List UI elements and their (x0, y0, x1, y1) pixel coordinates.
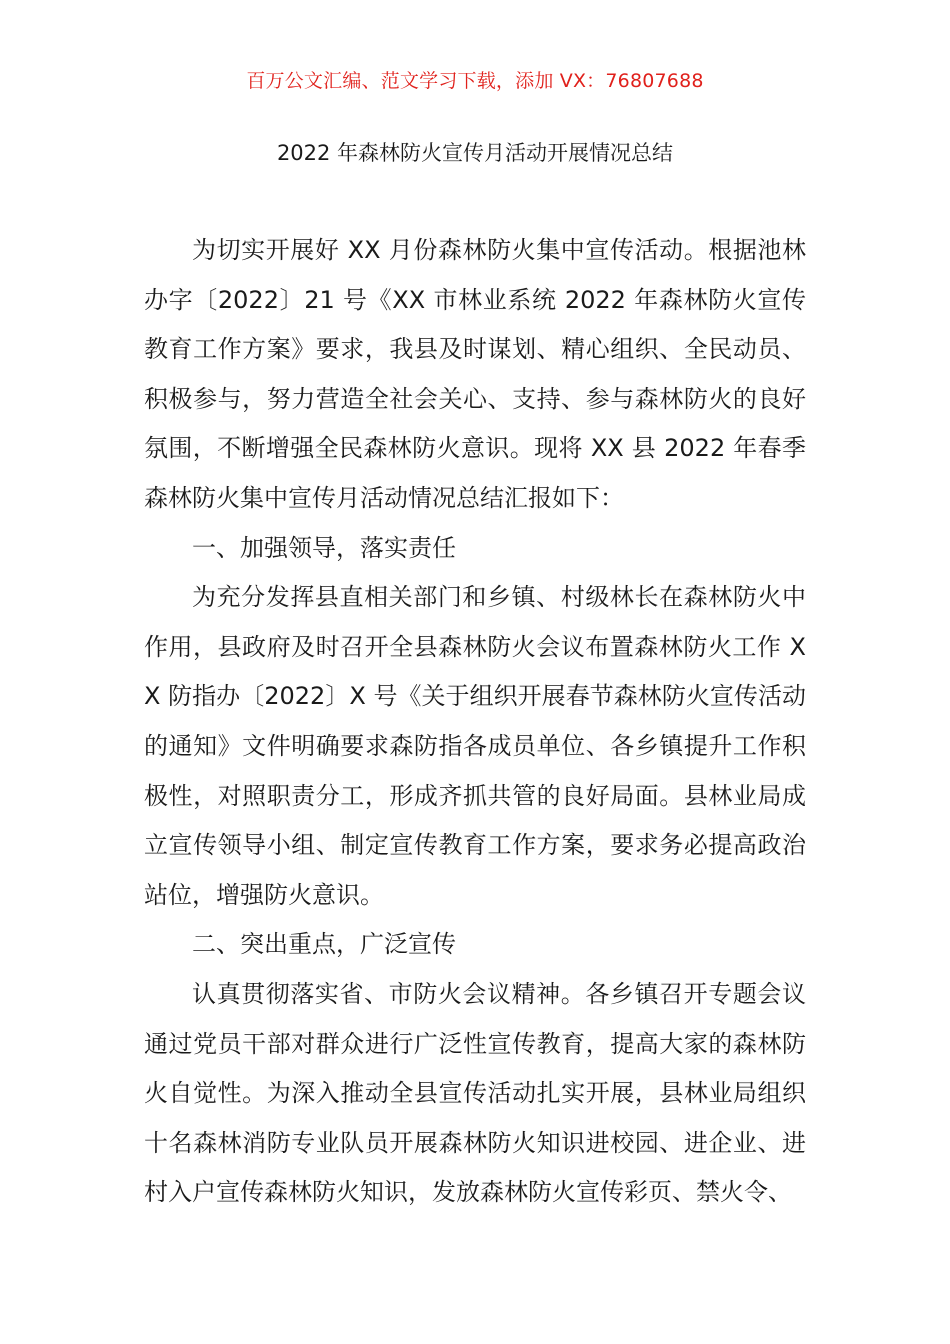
section-paragraph-2: 认真贯彻落实省、市防火会议精神。各乡镇召开专题会议通过党员干部对群众进行广泛性宣传教育，提高大家的森林防火自觉性。为深入推动全县宣传活动扎实开展，县林业局组织十名森林消防专业队员开展森林防火知识进校园、进企业、进村入户宣传森林防火知识，发放森林防火宣传彩页、禁火令、 (144, 979, 806, 1207)
document-body (144, 226, 806, 1218)
header-banner: 百万公文汇编、范文学习下载，添加 VX：76807688 (246, 70, 704, 92)
section-paragraph-1: 为充分发挥县直相关部门和乡镇、村级林长在森林防火中作用，县政府及时召开全县森林防火会议布置森林防火工作 XX 防指办〔2022〕X 号《关于组织开展春节森林防火宣传活动的通知》文件明确要求森防指各成员单位、各乡镇提升工作积极性，对照职责分工，形成齐抓共管的良好局面。县林业局成立宣传领导小组、制定宣传教育工作方案，要求务必提高政治站位，增强防火意识。 (144, 583, 806, 909)
document-title: 2022 年森林防火宣传月活动开展情况总结 (276, 141, 674, 165)
intro-paragraph: 为切实开展好 XX 月份森林防火集中宣传活动。根据池林办字〔2022〕21 号《XX 市林业系统 2022 年森林防火宣传教育工作方案》要求，我县及时谋划、精心组织、全民动员、积极参与，努力营造全社会关心、支持、参与森林防火的良好氛围，不断增强全民森林防火意识。现将 XX 县 2022 年春季森林防火集中宣传月活动情况总结汇报如下： (144, 236, 806, 512)
section-heading-2: 二、突出重点，广泛宣传 (192, 930, 456, 959)
section-heading-1: 一、加强领导，落实责任 (192, 533, 456, 562)
